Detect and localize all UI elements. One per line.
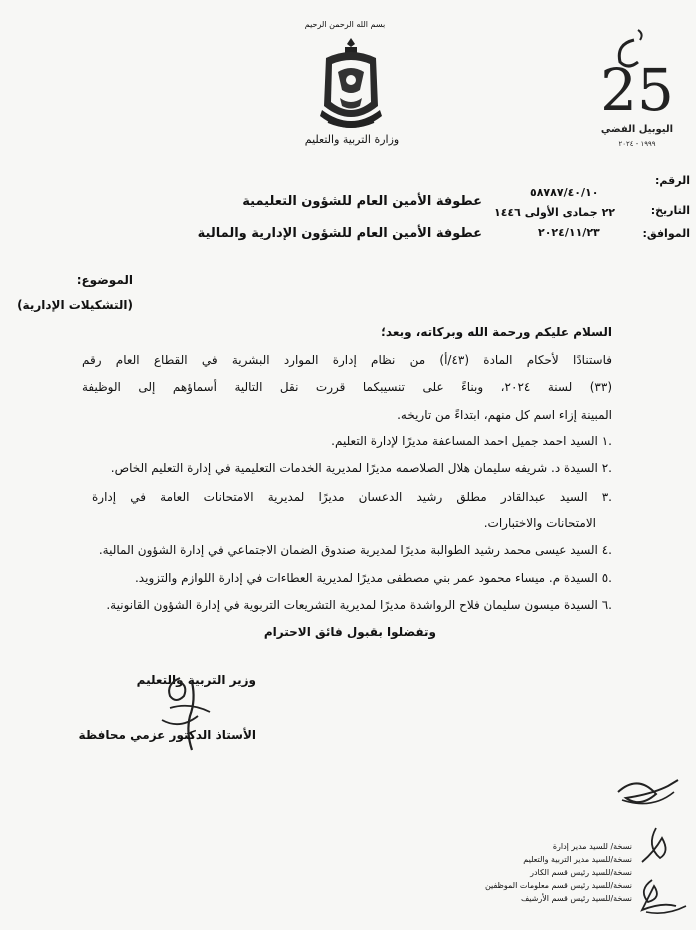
copy-recipient: نسخة/للسيد رئيس قسم الكادر [530,868,632,877]
list-item [92,490,612,504]
jubilee-number: 25 [600,56,674,124]
list-item-text: السيد احمد جميل احمد المساعفة مديرًا لإدارة التعليم. [331,434,598,448]
subject-label: الموضوع: [76,273,133,287]
list-item [99,543,612,557]
list-item [106,598,612,612]
list-item-text: السيد عيسى محمد رشيد الطوالبة مديرًا لمديرية صندوق الضمان الاجتماعي في إدارة الشؤون المالية. [98,543,598,557]
signatory-title: وزير التربية والتعليم [136,673,256,687]
recipient-line: عطوفة الأمين العام للشؤون التعليمية [242,194,482,209]
list-item-text: السيد عبدالقادر مطلق رشيد الدعسان مديرًا لمديرية الامتحانات العامة في إدارة [92,490,588,504]
list-item-text: السيدة م. ميساء محمود عمر بني مصطفى مديرًا لمديرية العطاءات في إدارة اللوازم والتزويد. [134,571,598,585]
royal-crest-emblem [318,36,384,136]
list-item [135,571,612,585]
paragraph-line: (٣٣) لسنة ٢٠٢٤، وبناءً على تنسيبكما قررت نقل التالية أسماؤهم إلى الوظيفة [82,380,612,394]
greeting: السلام عليكم ورحمة الله وبركاته، وبعد؛ [381,325,612,339]
number-label: الرقم: [655,174,690,187]
closing: وتفضلوا بقبول فائق الاحترام [263,625,436,639]
list-item-number: .٤ [601,543,612,557]
jubilee-years: ١٩٩٩ - ٢٠٢٤ [618,140,656,148]
date-label: التاريخ: [650,204,690,217]
list-item-continuation: الامتحانات والاختبارات. [483,516,596,530]
handwritten-signature [150,668,220,758]
list-item-number: .٦ [601,598,612,612]
copy-recipient: نسخة/للسيد رئيس قسم معلومات الموظفين [484,881,632,890]
paragraph-line: المبينة إزاء اسم كل منهم، ابتداءً من تاريخه. [397,408,612,422]
silver-jubilee-logo [598,24,676,150]
paragraph-line: فاستنادًا لأحكام المادة (٤٣/أ) من نظام إدارة الموارد البشرية في القطاع العام رقم [82,353,613,367]
signatory-name: الأستاذ الدكتور عزمي محافظة [78,728,256,742]
corresponding-label: الموافق: [642,227,690,240]
copy-recipient: نسخة/للسيد رئيس قسم الأرشيف [520,894,632,903]
jubilee-text: اليوبيل الفضي [600,124,674,135]
list-item-text: السيدة ميسون سليمان فلاح الرواشدة مديرًا لمديرية التشريعات التربوية في إدارة الشؤون القانونية. [106,598,598,612]
date-value: ٢٢ جمادى الأولى ١٤٤٦ [494,206,616,219]
copy-recipient: نسخة/للسيد مدير التربية والتعليم [523,855,632,864]
list-item-number: .١ [601,434,612,448]
subject-title: (التشكيلات الإدارية) [17,298,133,312]
ministry-name: وزارة التربية والتعليم [304,133,400,146]
number-value: ٥٨٧٨٧/٤٠/١٠ [530,186,599,199]
copy-recipient: نسخة/ للسيد مدير إدارة [552,842,632,851]
list-item-number: .٥ [601,571,612,585]
list-item-number: .٢ [601,461,612,475]
list-item-number: .٣ [601,490,612,504]
list-item-text: السيدة د. شريفه سليمان هلال الصلاصمه مديرًا لمديرية الخدمات التعليمية في إدارة التعليم الخاص. [110,461,598,475]
list-item [331,434,612,448]
list-item [111,461,612,475]
basmala: بسم الله الرحمن الرحيم [304,20,386,29]
corresponding-value: ٢٠٢٤/١١/٢٣ [538,226,600,239]
recipient-line: عطوفة الأمين العام للشؤون الإدارية والمالية [197,226,482,241]
